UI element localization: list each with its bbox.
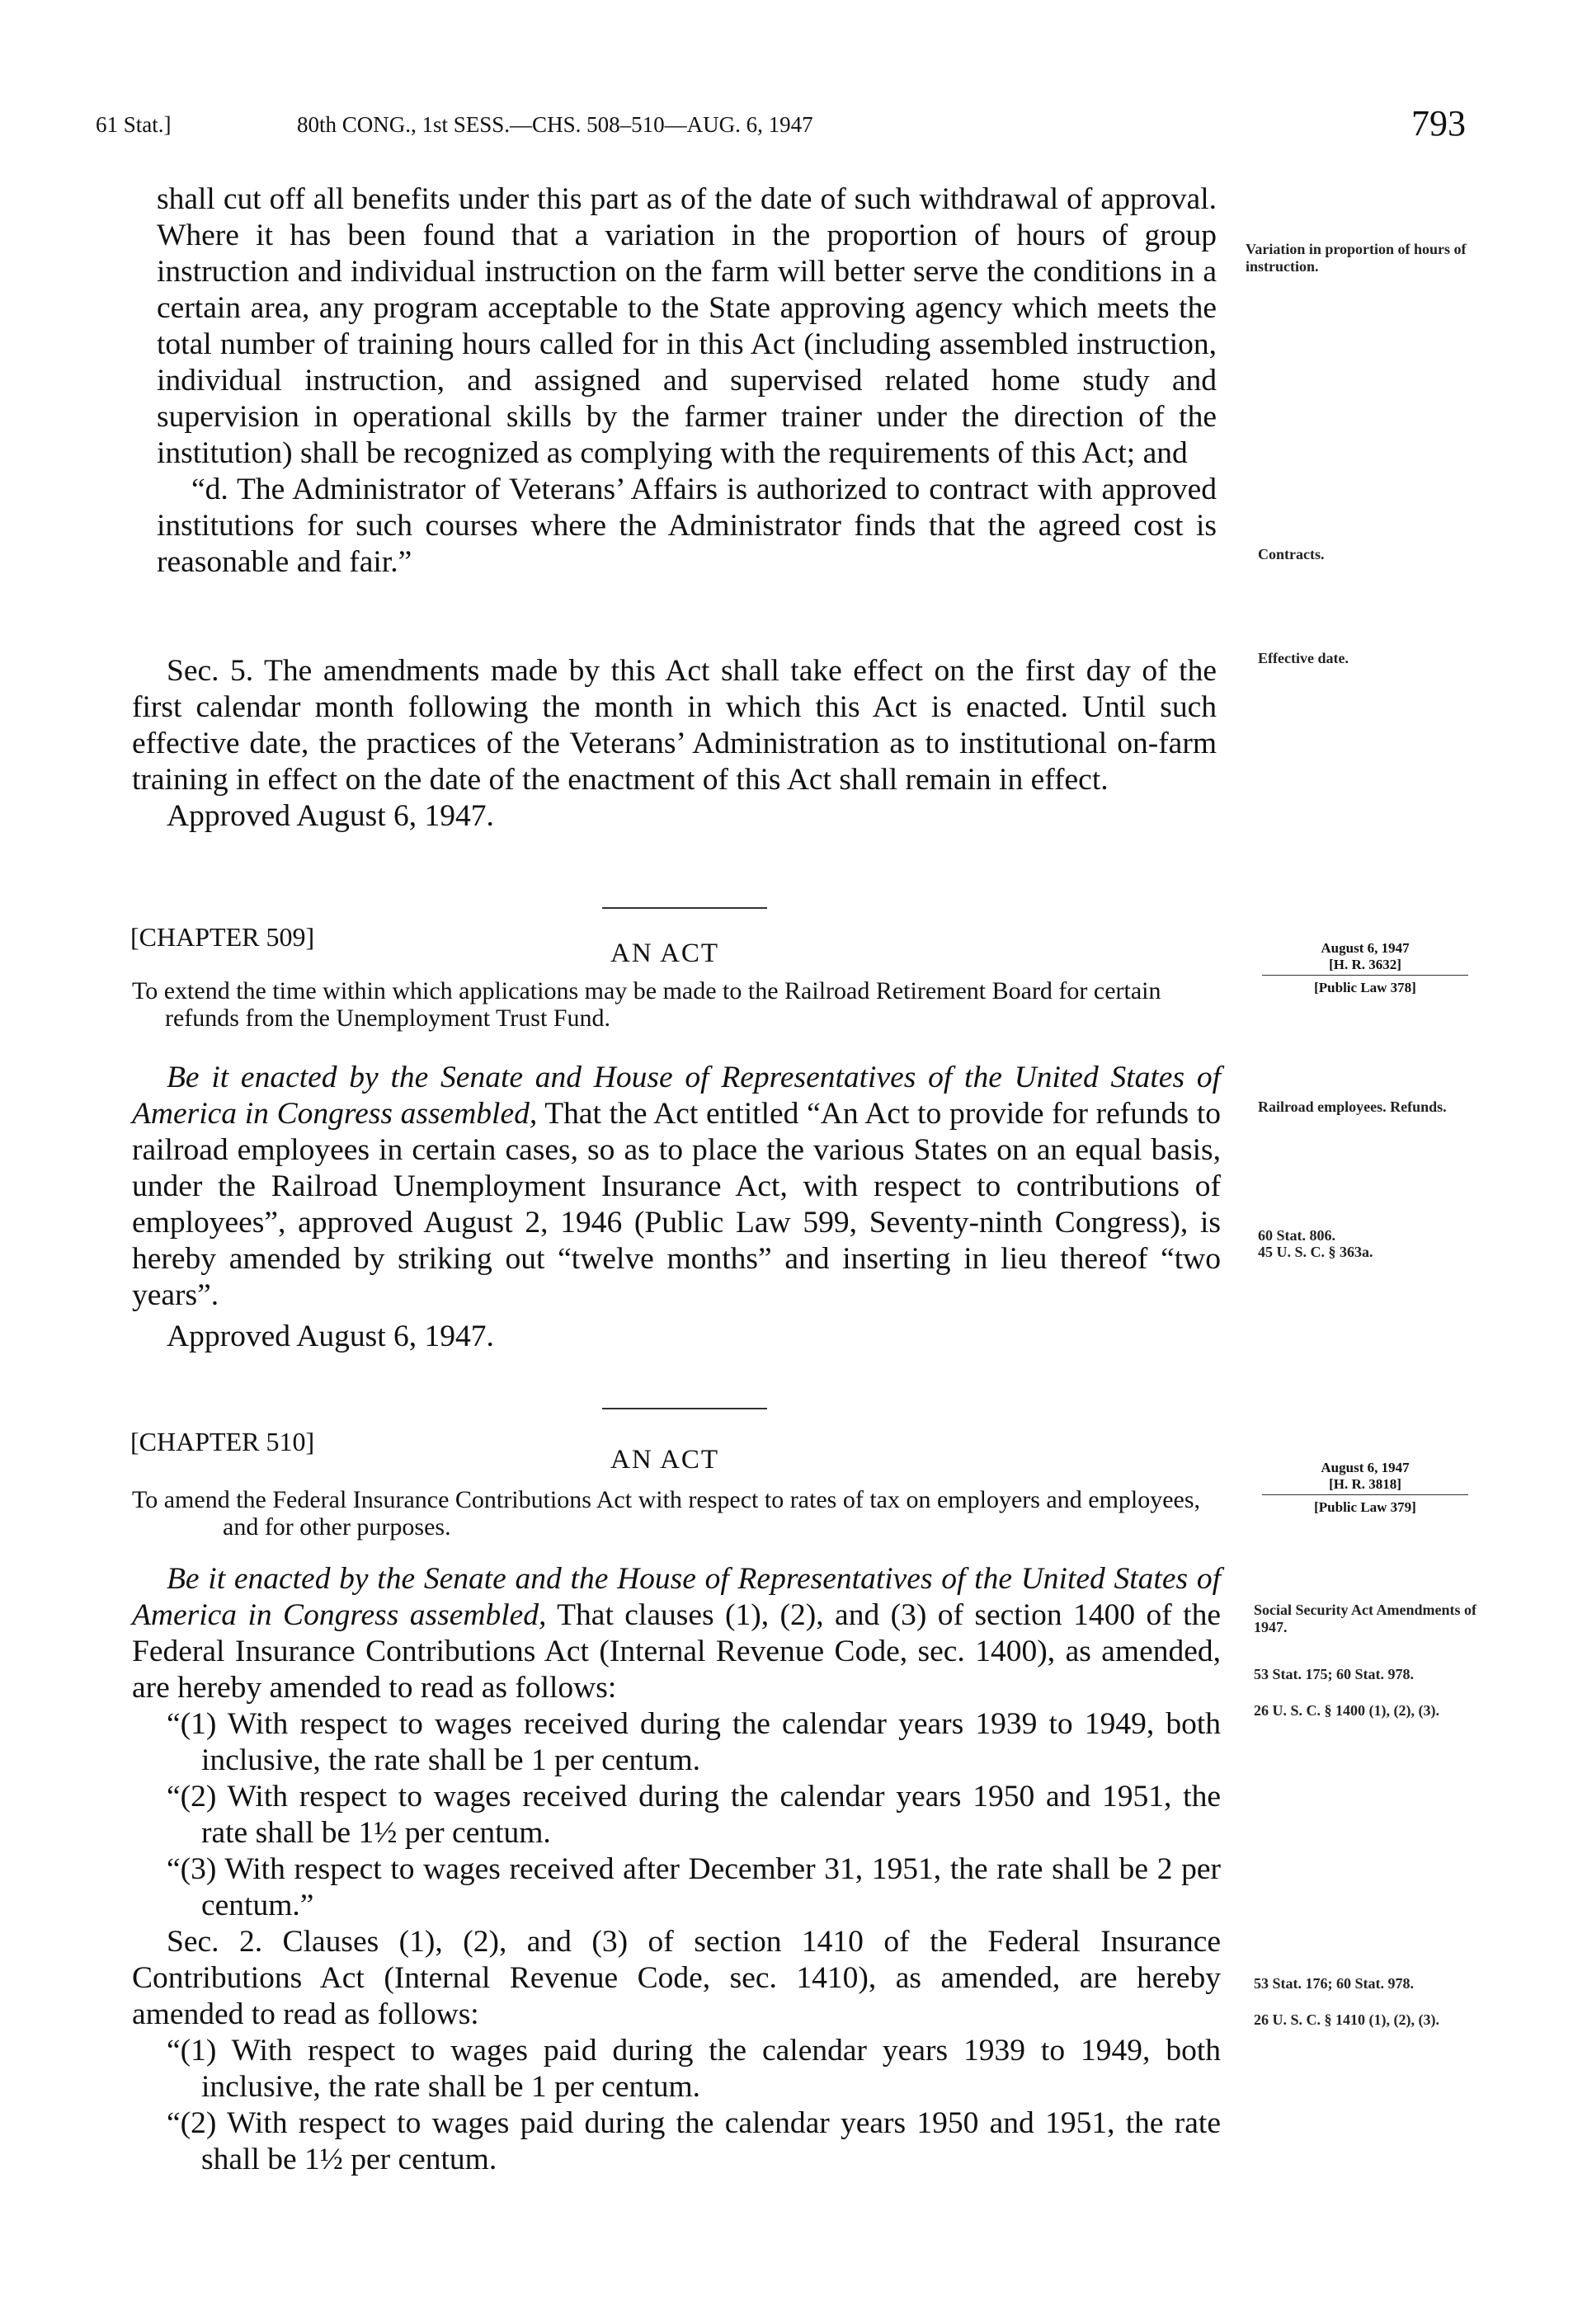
clause-1400-1: “(1) With respect to wages received during the calendar years 1939 to 1949, both inclusive, the rate shall be 1 per centum. (167, 1707, 1221, 1777)
margin-note-stat-1400: 53 Stat. 175; 60 Stat. 978. (1254, 1666, 1414, 1682)
paragraph-contracts: “d. The Administrator of Veterans’ Affairs is authorized to contract with approved institutions for such courses where the Administrator finds that the agreed cost is reasonable and fair.” (157, 473, 1217, 579)
chapter-510-body (132, 1561, 1221, 2178)
side-public-law-509: [Public Law 378] (1314, 980, 1416, 995)
side-public-law-510: [Public Law 379] (1314, 1499, 1416, 1515)
margin-note-usc-1400: 26 U. S. C. § 1400 (1), (2), (3). (1254, 1702, 1439, 1719)
approved-line-509: Approved August 6, 1947. (167, 1320, 494, 1353)
approved-line-508: Approved August 6, 1947. (167, 799, 494, 833)
side-hr-510: [H. R. 3818] (1329, 1476, 1401, 1492)
enacting-clause-510: Be it enacted by the Senate and the House of Representatives of the United States of America in Congress assembled, (132, 1562, 1221, 1632)
separator-rule (602, 907, 767, 909)
section-2: Sec. 2. Clauses (1), (2), and (3) of section 1410 of the Federal Insurance Contributions Act (Internal Revenue Code, sec. 1410), as amended, are hereby amended to read as follows: (132, 1925, 1221, 2031)
chapter-509-body (132, 1060, 1221, 1355)
chapter-509-an-act: AN ACT (610, 939, 720, 968)
page-number: 793 (1411, 103, 1466, 143)
margin-note-variation: Variation in proportion of hours of instruction. (1246, 241, 1467, 275)
paragraph-approval-withdrawal: shall cut off all benefits under this part as of the date of such withdrawal of approval. Where it has been found that a variation in the proportion of hours of group instruction and individual instruction on the farm will better serve the conditions in a certain area, any program acceptable to the State approving agency which meets the total number of training hours called for in this Act (including assembled instruction, individual instruction, and assigned and supervised related home study and supervision in operational skills by the farmer trainer under the direction of the institution) shall be recognized as complying with the requirements of this Act; and (157, 182, 1217, 470)
enacting-clause-509: Be it enacted by the Senate and House of Representatives of the United States of America in Congress assembled, (132, 1061, 1221, 1131)
side-rule-509 (1262, 975, 1468, 976)
chapter-510-an-act: AN ACT (610, 1445, 720, 1475)
separator-rule-2 (602, 1408, 767, 1409)
margin-note-railroad: Railroad employees. Refunds. (1258, 1098, 1447, 1115)
chapter-508-continuation (157, 181, 1217, 581)
margin-note-stat-509: 60 Stat. 806. (1258, 1227, 1335, 1244)
clause-1410-1: “(1) With respect to wages paid during the calendar years 1939 to 1949, both inclusive, the rate shall be 1 per centum. (167, 2034, 1221, 2104)
paragraph-effective-date: Sec. 5. The amendments made by this Act shall take effect on the first day of the first calendar month following the month in which this Act is enacted. Until such effective date, the practices of the Veterans’ Administration as to institutional on-farm training in effect on the date of the enactment of this Act shall remain in effect. (132, 654, 1217, 797)
section-5 (132, 653, 1217, 835)
side-rule-510 (1262, 1494, 1468, 1495)
margin-note-effective-date: Effective date. (1258, 650, 1349, 666)
enacting-text-510: That clauses (1), (2), and (3) of section 1400 of the Federal Insurance Contributions Act (Internal Revenue Code, sec. 1400), as amended, are hereby amended to read as follows: (132, 1598, 1221, 1705)
margin-note-usc-1410: 26 U. S. C. § 1410 (1), (2), (3). (1254, 2011, 1439, 2028)
chapter-509-title: To extend the time within which applications may be made to the Railroad Retirement Board for certain refunds from the Unemployment Trust Fund. (132, 977, 1161, 1032)
running-head-session: 80th CONG., 1st SESS.—CHS. 508–510—AUG. 6, 1947 (297, 112, 813, 137)
chapter-510-title: To amend the Federal Insurance Contributions Act with respect to rates of tax on employers and employees, and for other purposes. (132, 1486, 1201, 1541)
margin-note-social-security: Social Security Act Amendments of 1947. (1254, 1602, 1476, 1635)
side-hr-509: [H. R. 3632] (1329, 957, 1401, 972)
clause-1400-3: “(3) With respect to wages received after December 31, 1951, the rate shall be 2 per centum.” (167, 1852, 1221, 1922)
margin-note-stat-1410: 53 Stat. 176; 60 Stat. 978. (1254, 1975, 1414, 1992)
margin-note-usc-509: 45 U. S. C. § 363a. (1258, 1244, 1373, 1260)
side-date-509: August 6, 1947 (1321, 940, 1410, 956)
side-date-510: August 6, 1947 (1321, 1460, 1410, 1475)
clause-1400-2: “(2) With respect to wages received during the calendar years 1950 and 1951, the rate shall be 1½ per centum. (167, 1780, 1221, 1850)
enacting-text-509: That the Act entitled “An Act to provide for refunds to railroad employees in certain cases, so as to place the various States on an equal basis, under the Railroad Unemployment Insurance Act, with respect to contributions of employees”, approved August 2, 1946 (Public Law 599, Seventy-ninth Congress), is hereby amended by striking out “twelve months” and inserting in lieu thereof “two years”. (132, 1097, 1221, 1312)
clause-1410-2: “(2) With respect to wages paid during the calendar years 1950 and 1951, the rate shall be 1½ per centum. (167, 2106, 1221, 2176)
running-head-volume: 61 Stat.] (96, 112, 172, 137)
chapter-509-label: [CHAPTER 509] (130, 922, 315, 952)
chapter-510-label: [CHAPTER 510] (130, 1427, 315, 1456)
margin-note-contracts: Contracts. (1258, 546, 1325, 562)
